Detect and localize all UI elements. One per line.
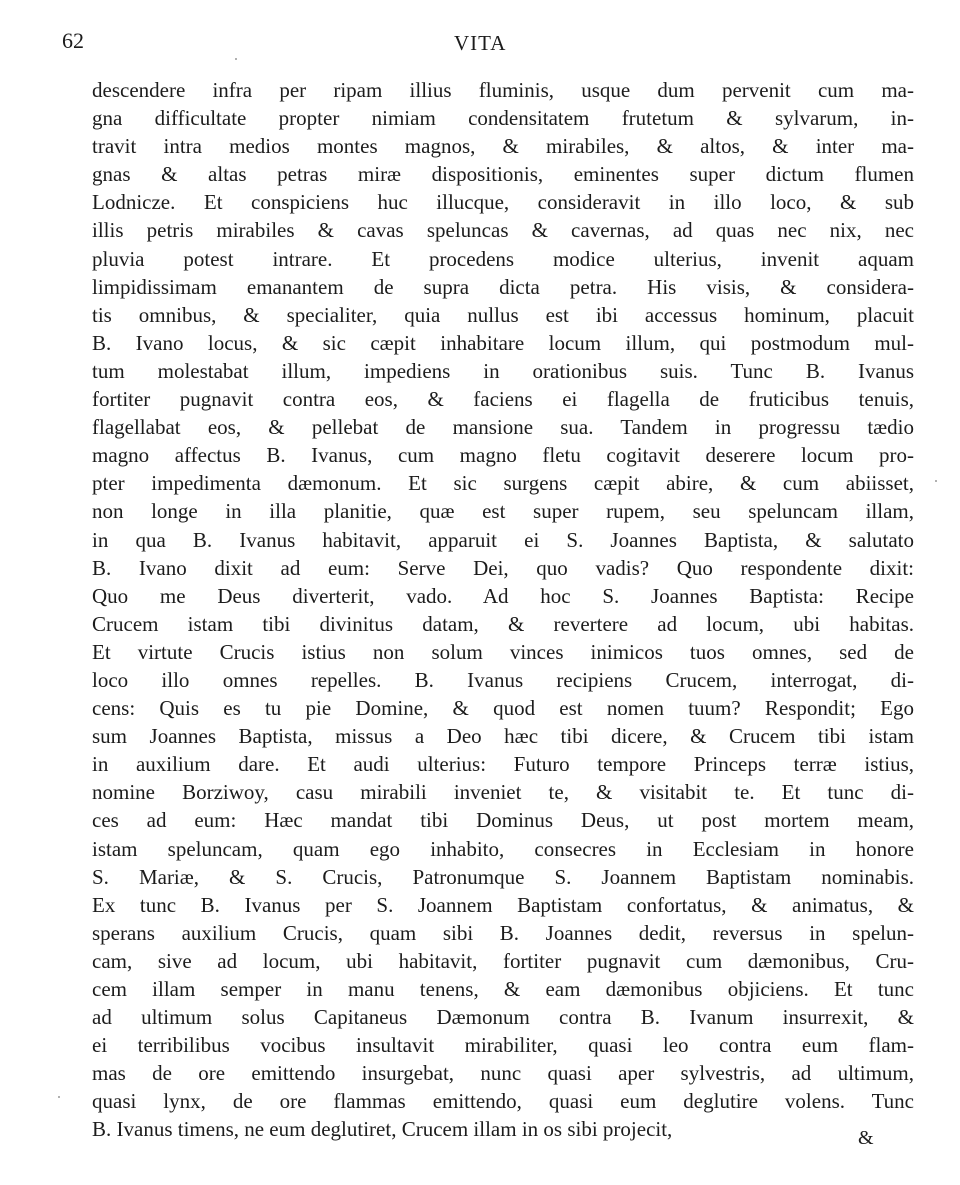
- text-line: loco illo omnes repelles. B. Ivanus recipiens Crucem, interrogat, di-: [92, 667, 914, 692]
- text-line: flagellabat eos, & pellebat de mansione sua. Tandem in progressu tædio: [92, 415, 914, 440]
- text-line: quasi lynx, de ore flammas emittendo, quasi eum deglutire volens. Tunc: [92, 1089, 914, 1114]
- text-line: illis petris mirabiles & cavas speluncas & cavernas, ad quas nec nix, nec: [92, 218, 914, 243]
- text-line: pluvia potest intrare. Et procedens modice ulterius, invenit aquam: [92, 246, 914, 271]
- page-number: 62: [62, 28, 84, 53]
- speck: [935, 480, 937, 482]
- catchword: &: [858, 1127, 874, 1149]
- text-line: B. Ivano locus, & sic cæpit inhabitare locum illum, qui postmodum mul-: [92, 330, 914, 355]
- text-line: limpidissimam emanantem de supra dicta petra. His visis, & considera-: [92, 274, 914, 299]
- text-line: pter impedimenta dæmonum. Et sic surgens cæpit abire, & cum abiisset,: [92, 471, 914, 496]
- text-line: ei terribilibus vocibus insultavit mirabiliter, quasi leo contra eum flam-: [92, 1033, 914, 1058]
- running-head: VITA: [454, 31, 507, 55]
- text-line: magno affectus B. Ivanus, cum magno fletu cogitavit deserere locum pro-: [92, 443, 914, 468]
- text-line: Ex tunc B. Ivanus per S. Joannem Baptistam confortatus, & animatus, &: [92, 892, 914, 917]
- text-line: ces ad eum: Hæc mandat tibi Dominus Deus, ut post mortem meam,: [92, 808, 914, 833]
- text-line: Quo me Deus diverterit, vado. Ad hoc S. Joannes Baptista: Recipe: [92, 583, 914, 608]
- text-line: cem illam semper in manu tenens, & eam dæmonibus objiciens. Et tunc: [92, 977, 914, 1001]
- text-line: Et virtute Crucis istius non solum vinces inimicos tuos omnes, sed de: [92, 639, 914, 664]
- text-line: tis omnibus, & specialiter, quia nullus est ibi accessus hominum, placuit: [92, 302, 914, 327]
- text-line: mas de ore emittendo insurgebat, nunc quasi aper sylvestris, ad ultimum,: [92, 1061, 914, 1086]
- text-line: travit intra medios montes magnos, & mirabiles, & altos, & inter ma-: [92, 134, 914, 159]
- text-line: gna difficultate propter nimiam condensitatem frutetum & sylvarum, in-: [92, 106, 914, 131]
- body-text: [92, 76, 914, 1144]
- text-line: ad ultimum solus Capitaneus Dæmonum contra B. Ivanum insurrexit, &: [92, 1005, 914, 1030]
- text-line: tum molestabat illum, impediens in orationibus suis. Tunc B. Ivanus: [92, 358, 914, 383]
- text-line: sperans auxilium Crucis, quam sibi B. Joannes dedit, reversus in spelun-: [92, 920, 914, 945]
- text-line: descendere infra per ripam illius fluminis, usque dum pervenit cum ma-: [92, 78, 914, 102]
- text-line: sum Joannes Baptista, missus a Deo hæc tibi dicere, & Crucem tibi istam: [92, 724, 914, 749]
- text-line: in auxilium dare. Et audi ulterius: Futuro tempore Princeps terræ istius,: [92, 752, 914, 777]
- speck: [58, 1096, 60, 1098]
- text-line: B. Ivano dixit ad eum: Serve Dei, quo vadis? Quo respondente dixit:: [92, 555, 914, 580]
- text-line: gnas & altas petras miræ dispositionis, eminentes super dictum flumen: [92, 162, 914, 187]
- text-line: B. Ivanus timens, ne eum deglutiret, Crucem illam in os sibi projecit,: [92, 1117, 673, 1142]
- text-line: fortiter pugnavit contra eos, & faciens ei flagella de fruticibus tenuis,: [92, 387, 914, 412]
- speck: [235, 58, 237, 60]
- text-line: cam, sive ad locum, ubi habitavit, fortiter pugnavit cum dæmonibus, Cru-: [92, 948, 914, 973]
- text-line: Lodnicze. Et conspiciens huc illucque, consideravit in illo loco, & sub: [92, 190, 914, 215]
- text-line: Crucem istam tibi divinitus datam, & revertere ad locum, ubi habitas.: [92, 611, 914, 636]
- text-line: non longe in illa planitie, quæ est super rupem, seu speluncam illam,: [92, 499, 914, 524]
- text-line: istam speluncam, quam ego inhabito, consecres in Ecclesiam in honore: [92, 836, 914, 861]
- text-line: S. Mariæ, & S. Crucis, Patronumque S. Joannem Baptistam nominabis.: [92, 864, 914, 889]
- text-line: cens: Quis es tu pie Domine, & quod est nomen tuum? Respondit; Ego: [92, 696, 914, 721]
- text-line: nomine Borziwoy, casu mirabili inveniet te, & visitabit te. Et tunc di-: [92, 780, 914, 805]
- text-line: in qua B. Ivanus habitavit, apparuit ei S. Joannes Baptista, & salutato: [92, 527, 914, 552]
